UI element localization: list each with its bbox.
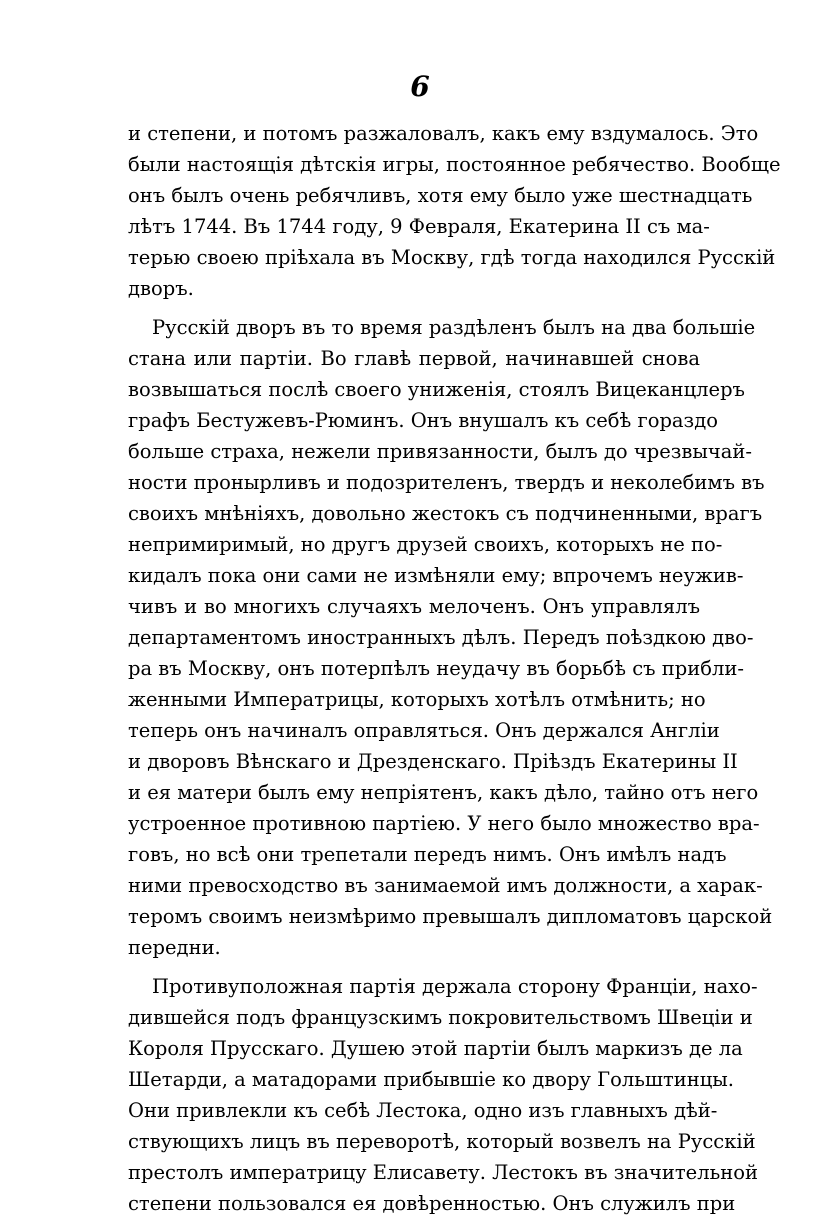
text-line: ности пронырливъ и подозрителенъ, твердъ и неколебимъ въ <box>128 471 765 494</box>
text-line: теперь онъ начиналъ оправляться. Онъ держался Англіи <box>128 719 720 742</box>
text-line: кидалъ пока они сами не измѣняли ему; впрочемъ неужив- <box>128 564 744 587</box>
text-line: говъ, но всѣ они трепетали передъ нимъ. Онъ имѣлъ надъ <box>128 843 727 866</box>
paragraph <box>128 118 781 304</box>
text-line: степени пользовался ея довѣренностью. Онъ служилъ при <box>128 1192 736 1215</box>
paragraph-gap <box>128 304 700 312</box>
text-line: Противуположная партія держала сторону Франціи, нахо- <box>152 975 758 998</box>
text-line: чивъ и во многихъ случаяхъ мелоченъ. Онъ управлялъ <box>128 595 700 618</box>
text-line: стана или партіи. Во главѣ первой, начинавшей снова <box>128 347 700 370</box>
paragraph <box>128 971 758 1219</box>
text-line: онъ былъ очень ребячливъ, хотя ему было уже шестнадцать <box>128 184 753 207</box>
paragraph <box>128 312 773 963</box>
text-line: ними превосходство въ занимаемой имъ должности, а харак- <box>128 874 763 897</box>
text-line: ствующихъ лицъ въ переворотѣ, который возвелъ на Русскій <box>128 1130 756 1153</box>
text-line: возвышаться послѣ своего униженія, стоялъ Вицеканцлеръ <box>128 378 745 401</box>
text-line: больше страха, нежели привязанности, былъ до чрезвычай- <box>128 440 752 463</box>
text-line: престолъ императрицу Елисавету. Лестокъ въ значительной <box>128 1161 758 1184</box>
text-line: лѣтъ 1744. Въ 1744 году, 9 Февраля, Екатерина II съ ма- <box>128 215 710 238</box>
body-text <box>128 118 781 1219</box>
paragraph-gap <box>128 963 700 971</box>
text-line: Короля Прусскаго. Душею этой партіи былъ маркизъ де ла <box>128 1037 743 1060</box>
text-line: терью своею пріѣхала въ Москву, гдѣ тогда находился Русскій <box>128 246 776 269</box>
text-line: передни. <box>128 936 221 959</box>
text-line: и ея матери былъ ему непріятенъ, какъ дѣло, тайно отъ него <box>128 781 759 804</box>
text-line: графъ Бестужевъ-Рюминъ. Онъ внушалъ къ себѣ гораздо <box>128 409 718 432</box>
text-line: устроенное противною партіею. У него было множество вра- <box>128 812 760 835</box>
text-line: ра въ Москву, онъ потерпѣлъ неудачу въ борьбѣ съ прибли- <box>128 657 744 680</box>
text-line: дворъ. <box>128 277 194 300</box>
text-line: Шетарди, а матадорами прибывшіе ко двору Гольштинцы. <box>128 1068 734 1091</box>
text-line: женными Императрицы, которыхъ хотѣлъ отмѣнить; но <box>128 688 706 711</box>
text-line: непримиримый, но другъ друзей своихъ, которыхъ не по- <box>128 533 723 556</box>
text-line: Они привлекли къ себѣ Лестока, одно изъ главныхъ дѣй- <box>128 1099 718 1122</box>
text-line: дившейся подъ французскимъ покровительствомъ Швеціи и <box>128 1006 753 1029</box>
text-line: и дворовъ Вѣнскаго и Дрезденскаго. Пріѣздъ Екатерины II <box>128 750 738 773</box>
page-number: 6 <box>410 70 430 103</box>
text-line: были настоящія дѣтскія игры, постоянное ребячество. Вообще <box>128 153 781 176</box>
text-line: Русскій дворъ въ то время раздѣленъ былъ на два большіе <box>152 316 756 339</box>
text-line: и степени, и потомъ разжаловалъ, какъ ему вздумалось. Это <box>128 122 759 145</box>
text-line: департаментомъ иностранныхъ дѣлъ. Передъ поѣздкою дво- <box>128 626 754 649</box>
text-line: своихъ мнѣніяхъ, довольно жестокъ съ подчиненными, врагъ <box>128 502 763 525</box>
text-line: теромъ своимъ неизмѣримо превышалъ дипломатовъ царской <box>128 905 773 928</box>
